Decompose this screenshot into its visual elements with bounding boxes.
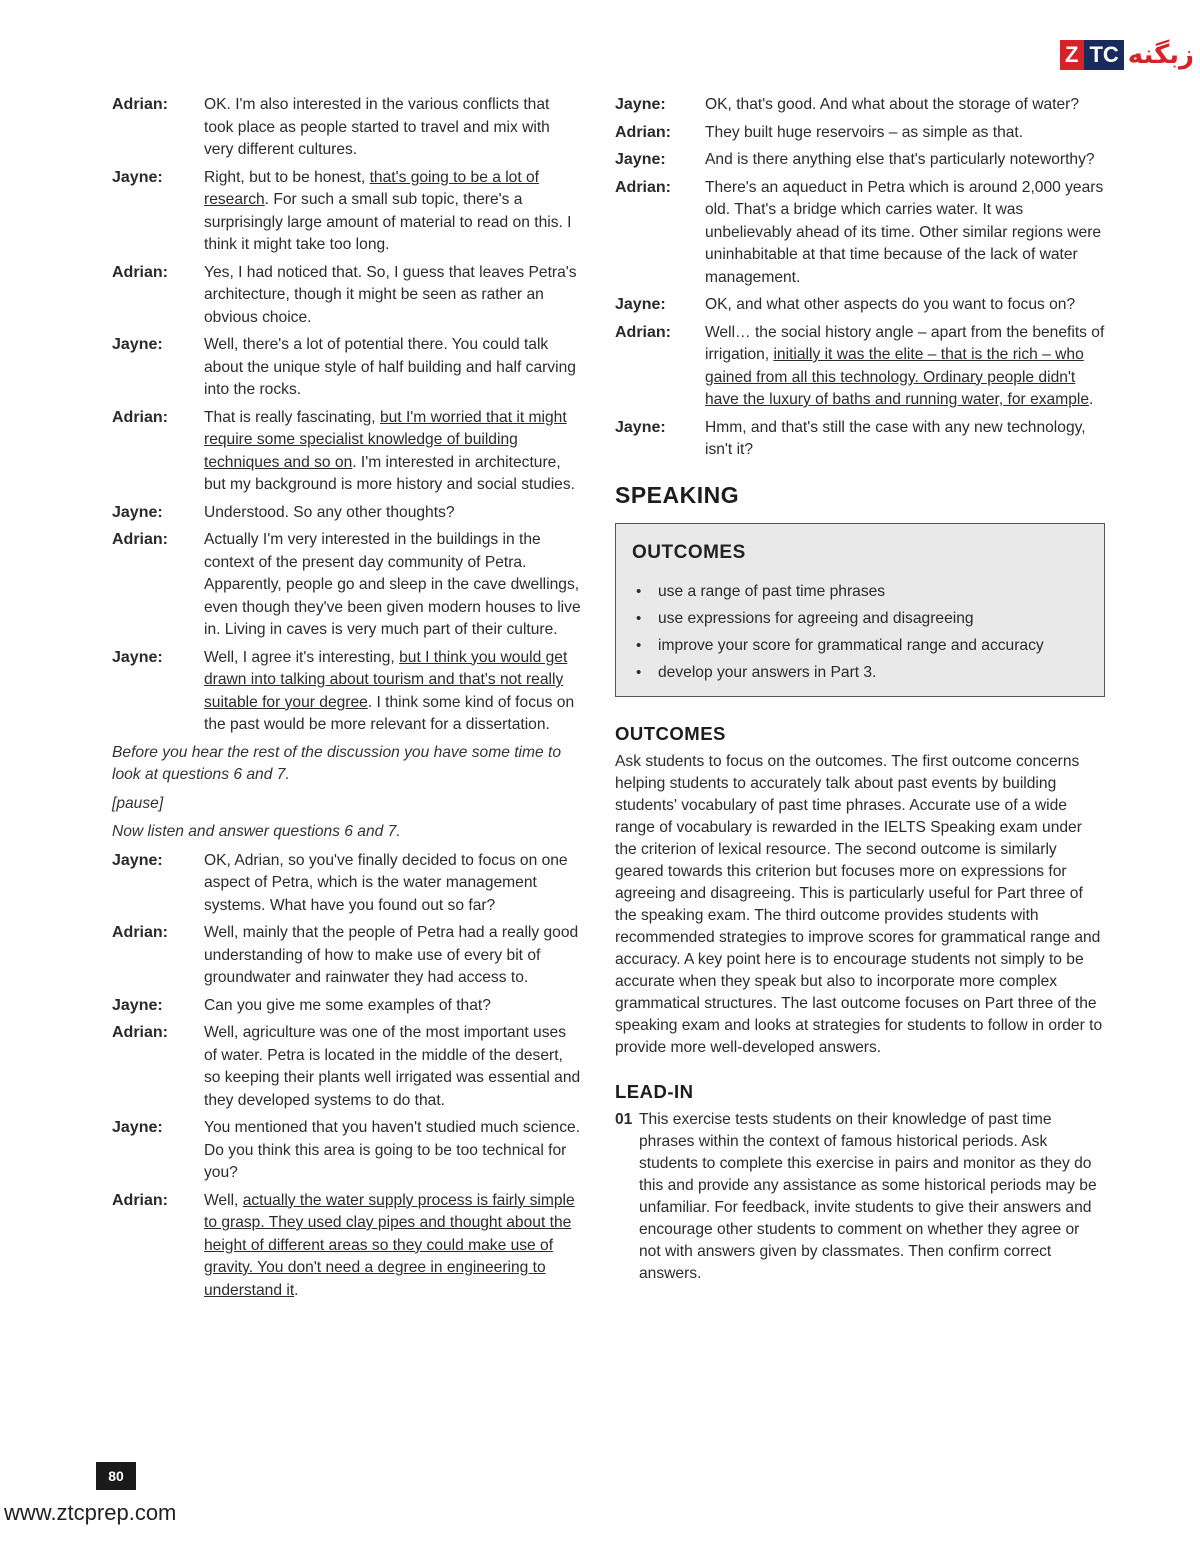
speech-text: You mentioned that you haven't studied much science. Do you think this area is going to be too technical for you? bbox=[204, 1119, 581, 1181]
speech-fragment: . I'm interested in architecture, but my background is more history and social studies. bbox=[204, 453, 575, 493]
speaker-name: Jayne: bbox=[615, 96, 666, 113]
speech-text bbox=[705, 322, 1105, 412]
speaker-name: Jayne: bbox=[112, 168, 163, 186]
speaker-name: Jayne: bbox=[112, 851, 163, 869]
underlined-phrase: that's going to be a lot of research bbox=[204, 168, 540, 208]
outcomes-paragraph: Ask students to focus on the outcomes. The first outcome concerns helping students to accurately talk about past events by building students' vocabulary of past time phrases. Accurate use of a wide range of vocabulary is rewarded in the IELTS Speaking exam under the criterion of lexical resource. The second outcome is similarly geared towards this criterion but focuses more on expressions for agreeing and disagreeing. This is particularly useful for Part three of the speaking exam. The third outcome provides students with recommended strategies to improve scores for grammatical range and accuracy. A key point here is to encourage students not simply to be accurate when they speak but also to incorporate more complex grammatical structures. The last outcome focuses on Part three of the speaking exam and looks at strategies for students to follow in order to provide more well-developed answers. bbox=[615, 752, 1103, 1056]
speech-text: Well, agriculture was one of the most important uses of water. Petra is located in the middle of the desert, so keeping their plants well irrigated was essential and they developed systems to do that. bbox=[204, 1024, 581, 1109]
dialogue-line bbox=[112, 167, 582, 257]
speaker-name: Adrian: bbox=[112, 531, 168, 548]
speaker-name: Adrian: bbox=[615, 178, 671, 196]
dialogue-line bbox=[112, 407, 582, 497]
speaker-name: Jayne: bbox=[112, 996, 163, 1014]
outcome-item: • use a range of past time phrases bbox=[636, 578, 1088, 605]
dialogue-line bbox=[615, 149, 1105, 172]
speech-text: OK, and what other aspects do you want to focus on? bbox=[705, 296, 1076, 313]
outcome-item: • use expressions for agreeing and disagreeing bbox=[636, 605, 1088, 632]
exercise-text: This exercise tests students on their knowledge of past time phrases within the context of famous historical periods. Ask students to complete this exercise in pairs and monitor as they do this and provide any assistance as some historical periods may be unfamiliar. For feedback, invite students to give their answers and encourage other students to comment on whether they agree or not with answers given by classmates. Then confirm correct answers. bbox=[639, 1110, 1097, 1282]
speech-text: Can you give me some examples of that? bbox=[204, 996, 491, 1014]
speech-fragment: Well, I agree it's interesting, bbox=[204, 648, 400, 666]
dialogue-line bbox=[112, 995, 582, 1018]
left-column bbox=[112, 94, 582, 1307]
dialogue-line bbox=[615, 417, 1105, 462]
outcome-item: • improve your score for grammatical range and accuracy bbox=[636, 632, 1088, 659]
speaker-name: Adrian: bbox=[615, 123, 671, 141]
speech-fragment: . bbox=[294, 1281, 299, 1299]
speech-text: There's an aqueduct in Petra which is around 2,000 years old. That's a bridge which carries water. It was unbelievably ahead of its time. Other similar regions were uninhabitable at that time because of the lack of water management. bbox=[705, 178, 1104, 286]
dialogue-line bbox=[112, 94, 582, 162]
speech-text: And is there anything else that's particularly noteworthy? bbox=[705, 151, 1095, 168]
speaker-name: Adrian: bbox=[112, 1024, 168, 1041]
speech-fragment: Right, but to be honest, bbox=[204, 168, 370, 186]
speech-text bbox=[204, 407, 582, 497]
speaker-name: Adrian: bbox=[112, 1191, 168, 1209]
bullet-icon: • bbox=[636, 609, 642, 627]
speaker-name: Adrian: bbox=[112, 924, 168, 941]
speaker-name: Jayne: bbox=[112, 1119, 163, 1136]
dialogue-line bbox=[615, 294, 1105, 317]
speech-text: Understood. So any other thoughts? bbox=[204, 503, 455, 521]
speaker-name: Jayne: bbox=[112, 336, 163, 353]
speech-text: OK, that's good. And what about the storage of water? bbox=[705, 96, 1080, 113]
speaker-name: Jayne: bbox=[615, 296, 666, 313]
outcomes-box bbox=[615, 523, 1105, 697]
speech-text: They built huge reservoirs – as simple as that. bbox=[705, 123, 1024, 141]
dialogue-line bbox=[112, 262, 582, 330]
speech-fragment: . For such a small sub topic, there's a surprisingly large amount of material to read on this. I think it might take too long. bbox=[204, 191, 572, 253]
lead-in-heading: LEAD-IN bbox=[615, 1080, 694, 1102]
dialogue-line bbox=[615, 322, 1105, 412]
footer-url: www.ztcprep.com bbox=[4, 1500, 177, 1525]
speaking-title: SPEAKING bbox=[615, 481, 740, 508]
dialogue-line bbox=[112, 1117, 582, 1185]
outcomes-heading: OUTCOMES bbox=[615, 722, 726, 744]
dialogue-part-1 bbox=[112, 94, 582, 737]
speech-text: OK. I'm also interested in the various conflicts that took place as people started to travel and mix with very different cultures. bbox=[204, 96, 550, 158]
speech-text: Hmm, and that's still the case with any new technology, isn't it? bbox=[705, 418, 1086, 458]
instruction-before: Before you hear the rest of the discussion you have some time to look at questions 6 and 7. bbox=[112, 743, 561, 783]
speaker-name: Adrian: bbox=[112, 263, 168, 281]
speech-text bbox=[204, 1190, 582, 1303]
exercise-number: 01 bbox=[615, 1110, 633, 1128]
dialogue-line bbox=[112, 1022, 582, 1112]
dialogue-line bbox=[112, 850, 582, 918]
outcomes-box-title: OUTCOMES bbox=[632, 541, 746, 563]
underlined-phrase: but I'm worried that it might require some specialist knowledge of building techniques and so on bbox=[204, 408, 567, 471]
speaker-name: Jayne: bbox=[615, 418, 666, 436]
underlined-phrase: actually the water supply process is fairly simple to grasp. They used clay pipes and thought about the height of different areas so they could make use of gravity. You don't need a degree in engineering to understand it bbox=[204, 1191, 575, 1299]
dialogue-line bbox=[615, 177, 1105, 290]
bullet-icon: • bbox=[636, 582, 642, 600]
speech-text: Yes, I had noticed that. So, I guess that leaves Petra's architecture, though it might be seen as rather an obvious choice. bbox=[204, 263, 577, 326]
speech-text: Actually I'm very interested in the buildings in the context of the present day community of Petra. Apparently, people go and sleep in the cave dwellings, even though they've been given modern houses to live in. Living in caves is very much part of their culture. bbox=[204, 531, 581, 638]
dialogue-line bbox=[112, 922, 582, 990]
outcomes-list bbox=[632, 578, 1088, 686]
speaker-name: Jayne: bbox=[615, 151, 666, 168]
dialogue-line bbox=[112, 502, 582, 525]
speech-fragment: . I think some kind of focus on the past would be more relevant for a dissertation. bbox=[204, 693, 575, 733]
page-number: 80 bbox=[96, 1462, 136, 1490]
speech-text: Well, mainly that the people of Petra had a really good understanding of how to make use of every bit of groundwater and rainwater they had access to. bbox=[204, 924, 579, 986]
speech-fragment: . bbox=[1089, 391, 1094, 408]
logo-z: Z bbox=[1060, 40, 1084, 70]
speaker-name: Adrian: bbox=[615, 323, 671, 341]
speech-fragment: That is really fascinating, bbox=[204, 408, 380, 426]
speaker-name: Adrian: bbox=[112, 96, 168, 113]
ztc-logo bbox=[1060, 40, 1194, 70]
logo-persian: زبگنه bbox=[1127, 40, 1194, 70]
lead-in-exercise bbox=[615, 1109, 1105, 1285]
logo-tc: TC bbox=[1084, 40, 1123, 70]
underlined-phrase: but I think you would get drawn into talking about tourism and that's not really suitable for your degree bbox=[204, 648, 568, 711]
speech-text bbox=[204, 647, 582, 737]
dialogue-part-2 bbox=[112, 850, 582, 1303]
instruction-pause: [pause] bbox=[112, 794, 164, 812]
right-column bbox=[615, 94, 1105, 1285]
dialogue-line bbox=[112, 529, 582, 642]
dialogue-line bbox=[112, 1190, 582, 1303]
speech-fragment: Well… the social history angle – apart from the benefits of irrigation, bbox=[705, 323, 1105, 363]
speech-text bbox=[204, 167, 582, 257]
speaker-name: Jayne: bbox=[112, 503, 163, 521]
speaker-name: Jayne: bbox=[112, 648, 163, 666]
dialogue-line bbox=[112, 334, 582, 402]
bullet-icon: • bbox=[636, 663, 642, 681]
dialogue-line bbox=[615, 94, 1105, 117]
dialogue-line bbox=[615, 122, 1105, 145]
speech-text: Well, there's a lot of potential there. You could talk about the unique style of half building and half carving into the rocks. bbox=[204, 336, 576, 398]
outcome-item: • develop your answers in Part 3. bbox=[636, 659, 1088, 686]
dialogue-line bbox=[112, 647, 582, 737]
speaker-name: Adrian: bbox=[112, 408, 168, 426]
speech-fragment: Well, bbox=[204, 1191, 243, 1209]
bullet-icon: • bbox=[636, 636, 642, 654]
instruction-now: Now listen and answer questions 6 and 7. bbox=[112, 823, 401, 840]
underlined-phrase: initially it was the elite – that is the rich – who gained from all this technology. Ordinary people didn't have the luxury of baths and running water, for example bbox=[705, 346, 1090, 408]
speech-text: OK, Adrian, so you've finally decided to focus on one aspect of Petra, which is the water management systems. What have you found out so far? bbox=[204, 851, 568, 914]
dialogue-part-3 bbox=[615, 94, 1105, 462]
